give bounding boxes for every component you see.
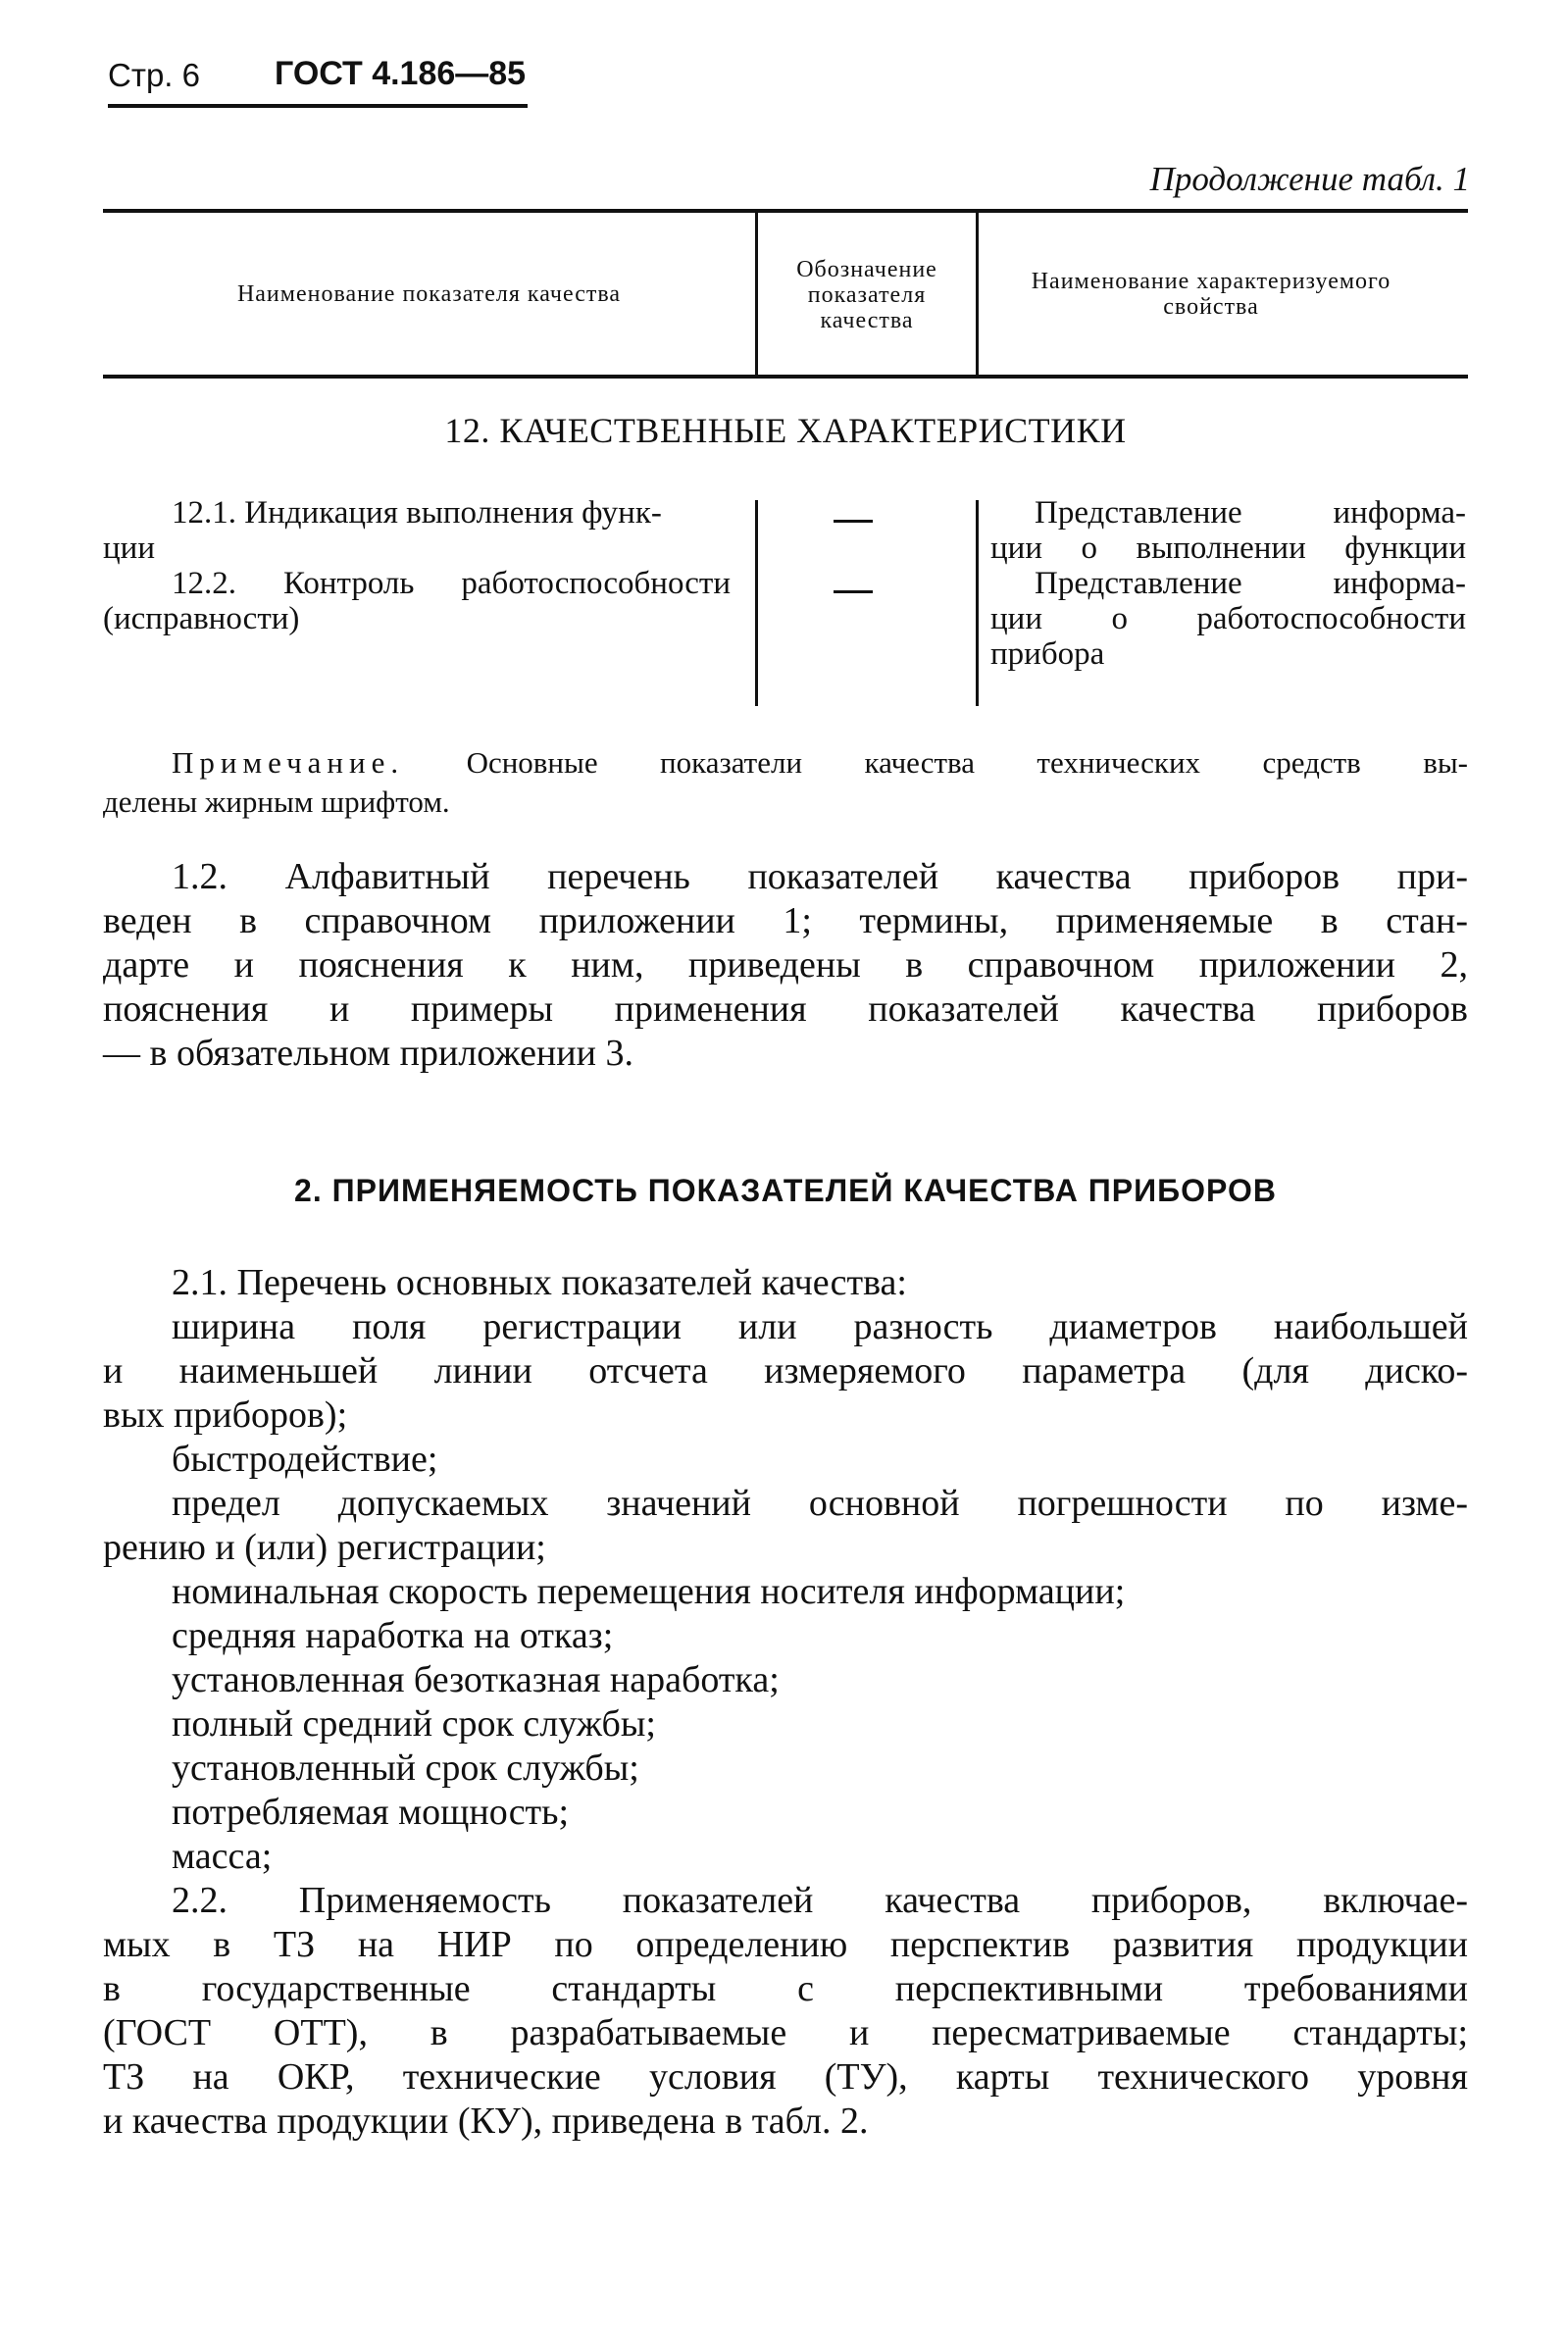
paragraph-2-1: 2.1. Перечень основных показателей качества:	[172, 1262, 907, 1303]
paragraph-2-2-line-3: в государственные стандарты с перспективными требованиями	[103, 1968, 1468, 2009]
paragraph-2-2-line-5: ТЗ на ОКР, технические условия (ТУ), карты технического уровня	[103, 2056, 1468, 2098]
list-item-9: потребляемая мощность;	[172, 1792, 570, 1833]
table-top-rule	[103, 209, 1468, 213]
table-row-12-1-name: 12.1. Индикация выполнения функ-	[172, 495, 662, 531]
paragraph-1-2-line-2: веден в справочном приложении 1; термины, применяемые в стан-	[103, 900, 1468, 941]
table-row-12-1-name-cont: ции	[103, 531, 155, 566]
table-row-12-1-designation	[834, 520, 873, 523]
table-section-title: 12. КАЧЕСТВЕННЫЕ ХАРАКТЕРИСТИКИ	[444, 411, 1127, 450]
paragraph-1-2-line-4: пояснения и примеры применения показателей качества приборов	[103, 988, 1468, 1030]
list-item-3-cont: рению и (или) регистрации;	[103, 1527, 546, 1568]
table-row-12-1-property-cont: ции о выполнении функции	[990, 531, 1466, 566]
table-note	[172, 745, 1468, 780]
paragraph-1-2-line-3: дарте и пояснения к ним, приведены в справочном приложении 2,	[103, 944, 1468, 986]
body-divider-2	[976, 500, 979, 706]
list-item-10: масса;	[172, 1836, 273, 1877]
table-header-rule	[103, 375, 1468, 379]
paragraph-2-2-line-4: (ГОСТ ОТТ), в разрабатываемые и пересматриваемые стандарты;	[103, 2012, 1468, 2053]
header-divider-2	[976, 213, 979, 375]
list-item-3: предел допускаемых значений основной погрешности по изме-	[172, 1483, 1468, 1524]
table-row-12-2-designation	[834, 590, 873, 593]
paragraph-2-2-line-2: мых в ТЗ на НИР по определению перспектив развития продукции	[103, 1924, 1468, 1965]
list-item-1: ширина поля регистрации или разность диаметров наибольшей	[172, 1306, 1468, 1347]
list-item-8: установленный срок службы;	[172, 1747, 639, 1789]
table-continuation-label: Продолжение табл. 1	[1149, 160, 1470, 198]
column-header-property: Наименование характеризуемого свойства	[1031, 269, 1391, 320]
body-divider-1	[755, 500, 758, 706]
page-number: Стр. 6	[108, 57, 200, 93]
list-item-5: средняя наработка на отказ;	[172, 1615, 614, 1656]
table-row-12-2-property-cont: ции о работоспособности	[990, 601, 1466, 636]
paragraph-2-2-line-1: 2.2. Применяемость показателей качества приборов, включае-	[172, 1880, 1468, 1921]
note-text: Основные показатели качества технических средств вы-	[466, 745, 1469, 780]
list-item-2: быстродействие;	[172, 1439, 438, 1480]
paragraph-1-2-line-1: 1.2. Алфавитный перечень показателей качества приборов при-	[172, 856, 1468, 897]
header-rule	[108, 104, 528, 108]
section-2-heading: 2. ПРИМЕНЯЕМОСТЬ ПОКАЗАТЕЛЕЙ КАЧЕСТВА ПРИБОРОВ	[294, 1173, 1277, 1208]
table-row-12-1-property: Представление информа-	[1035, 495, 1466, 531]
header-divider-1	[755, 213, 758, 375]
table-note-cont: делены жирным шрифтом.	[103, 784, 450, 819]
list-item-7: полный средний срок службы;	[172, 1703, 656, 1745]
paragraph-2-2-line-6: и качества продукции (КУ), приведена в табл. 2.	[103, 2100, 869, 2142]
table-row-12-2-name-cont: (исправности)	[103, 601, 300, 636]
list-item-4: номинальная скорость перемещения носителя информации;	[172, 1571, 1126, 1612]
list-item-6: установленная безотказная наработка;	[172, 1659, 780, 1700]
standard-number: ГОСТ 4.186—85	[275, 55, 527, 92]
column-header-name: Наименование показателя качества	[236, 281, 622, 307]
list-item-1-cont2: вых приборов);	[103, 1394, 348, 1436]
paragraph-1-2-line-5: — в обязательном приложении 3.	[103, 1033, 633, 1074]
table-row-12-2-property-cont2: прибора	[990, 636, 1105, 672]
list-item-1-cont: и наименьшей линии отсчета измеряемого параметра (для диско-	[103, 1350, 1468, 1392]
table-row-12-2-name: 12.2. Контроль работоспособности	[172, 566, 731, 601]
note-label: Примечание.	[172, 745, 405, 780]
table-row-12-2-property: Представление информа-	[1035, 566, 1466, 601]
column-header-designation: Обозначение показателя качества	[796, 257, 937, 333]
